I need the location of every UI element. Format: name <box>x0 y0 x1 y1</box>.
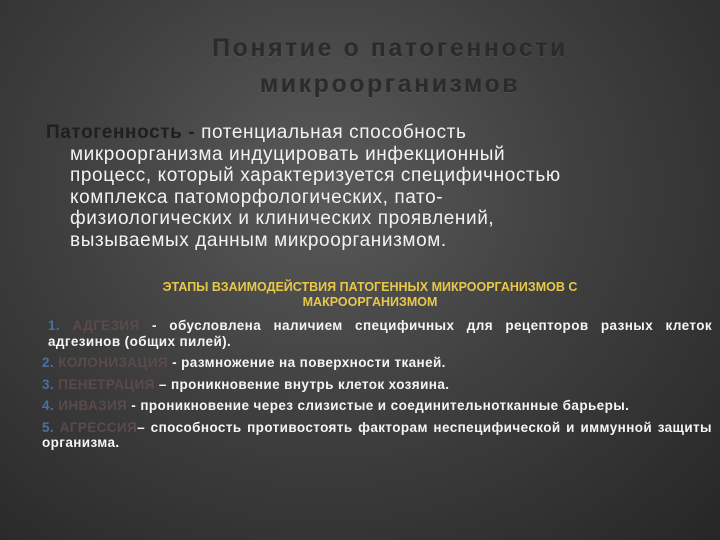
stages-heading-line-2: МАКРООРГАНИЗМОМ <box>302 295 438 309</box>
stage-item-adhesion <box>42 318 712 349</box>
slide-title <box>120 30 660 102</box>
stage-term: ИНВАЗИЯ <box>54 398 128 413</box>
stage-number: 4. <box>42 398 55 413</box>
stage-number: 2. <box>42 355 55 370</box>
stages-heading-line-1: ЭТАПЫ ВЗАИМОДЕЙСТВИЯ ПАТОГЕННЫХ МИКРООРГАНИЗМОВ С <box>162 280 578 294</box>
stage-item-penetration <box>42 377 712 393</box>
definition-line-2: микроорганизма индуцировать инфекционный <box>70 143 506 165</box>
stage-item-colonization <box>42 355 712 371</box>
stage-item-invasion <box>42 398 712 414</box>
definition-line-5: физиологических и клинических проявлений, <box>70 208 495 229</box>
stage-description: - обусловлена наличием специфичных для рецепторов разных клеток адгезинов (общих пилей). <box>48 318 712 349</box>
stage-number: 5. <box>42 419 55 435</box>
stages-list <box>42 318 712 457</box>
stage-description: - проникновение через слизистые и соединительнотканные барьеры. <box>127 398 630 413</box>
title-line-2: микроорганизмов <box>259 70 521 98</box>
definition-line-4: комплекса патоморфологических, пато- <box>70 186 444 208</box>
stage-number: 3. <box>42 376 55 392</box>
stage-term: ПЕНЕТРАЦИЯ <box>54 376 155 392</box>
stages-heading <box>70 280 670 310</box>
stage-description: – проникновение внутрь клеток хозяина. <box>154 376 450 392</box>
definition-paragraph <box>46 122 686 251</box>
title-line-1: Понятие о патогенности <box>212 34 568 62</box>
stage-description: - размножение на поверхности тканей. <box>167 355 446 370</box>
stage-item-aggression <box>42 420 712 451</box>
definition-term: Патогенность <box>46 122 183 143</box>
stage-number: 1. <box>48 318 61 333</box>
definition-dash: - <box>182 122 202 143</box>
stage-description: – способность противостоять факторам неспецифической и иммунной защиты организма. <box>42 419 712 450</box>
definition-first-line <box>46 122 686 144</box>
stage-term: АДГЕЗИЯ <box>60 318 140 333</box>
definition-line-3: процесс, который характеризуется специфичностью <box>70 165 561 186</box>
stage-term: КОЛОНИЗАЦИЯ <box>54 355 168 370</box>
definition-line-6: вызываемых данным микроорганизмом. <box>70 229 447 251</box>
stage-term: АГРЕССИЯ <box>54 419 138 435</box>
definition-line-1: потенциальная способность <box>201 122 467 143</box>
